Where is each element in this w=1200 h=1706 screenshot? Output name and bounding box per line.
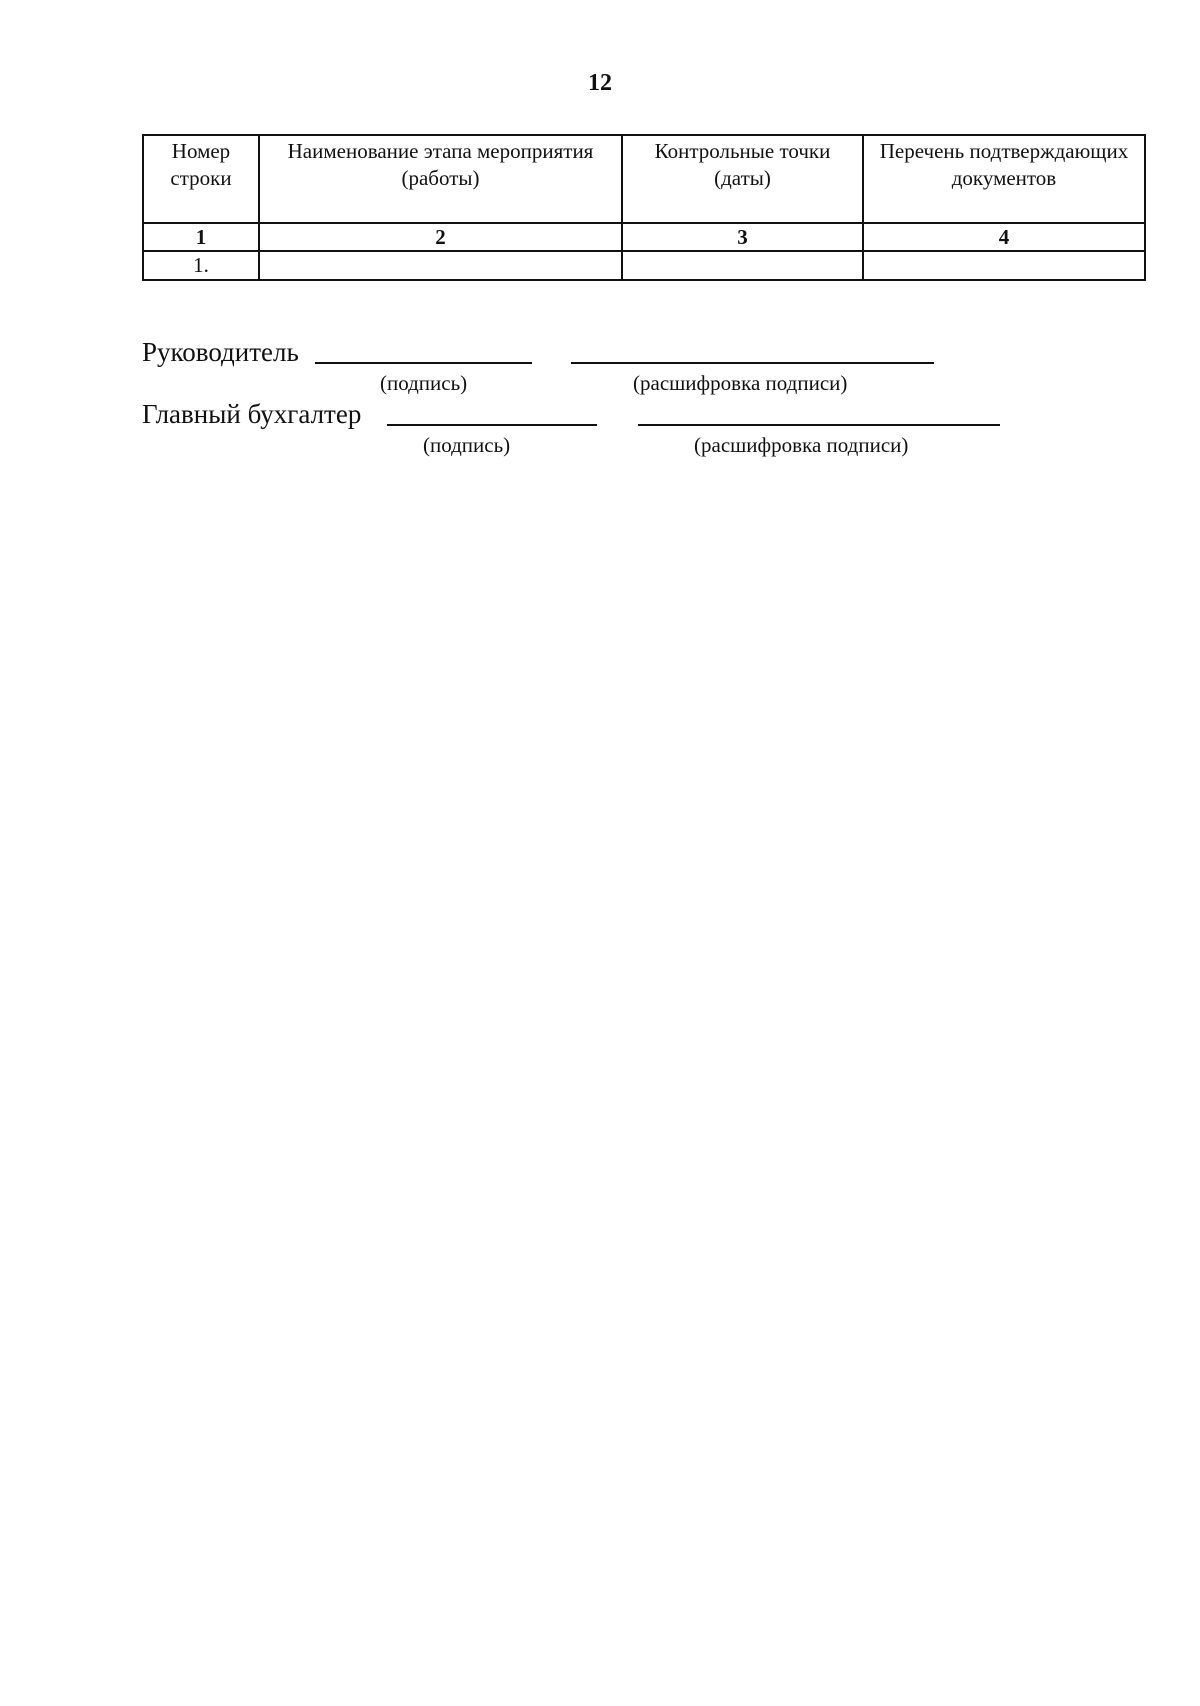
- header-documents: Перечень подтверждающих документов: [863, 135, 1145, 223]
- manager-decoding-caption: (расшифровка подписи): [633, 371, 848, 395]
- manager-signature-caption: (подпись): [380, 371, 468, 395]
- column-number-cell: 3: [622, 223, 863, 251]
- table-cell: [259, 251, 622, 280]
- table-cell: [863, 251, 1145, 280]
- header-checkpoints: Контрольные точки (даты): [622, 135, 863, 223]
- chief-accountant-signature-blank: [387, 424, 597, 426]
- table-header-row: [143, 135, 1145, 223]
- header-stage-name: Наименование этапа мероприятия (работы): [259, 135, 622, 223]
- stages-table: [142, 134, 1146, 281]
- column-number-row: [143, 223, 1145, 251]
- chief-accountant-signature-caption: (подпись): [423, 433, 511, 457]
- chief-accountant-decoding-caption: (расшифровка подписи): [694, 433, 909, 457]
- header-row-number: Номер строки: [143, 135, 259, 223]
- table-row: [143, 251, 1145, 280]
- table-cell: 1.: [143, 251, 259, 280]
- column-number-cell: 4: [863, 223, 1145, 251]
- manager-label: Руководитель: [142, 337, 299, 367]
- column-number-cell: 2: [259, 223, 622, 251]
- manager-decoding-blank: [571, 362, 934, 364]
- chief-accountant-decoding-blank: [638, 424, 1000, 426]
- column-number-cell: 1: [143, 223, 259, 251]
- page-number: 12: [588, 70, 612, 96]
- manager-signature-blank: [315, 362, 532, 364]
- chief-accountant-label: Главный бухгалтер: [142, 399, 362, 429]
- table-cell: [622, 251, 863, 280]
